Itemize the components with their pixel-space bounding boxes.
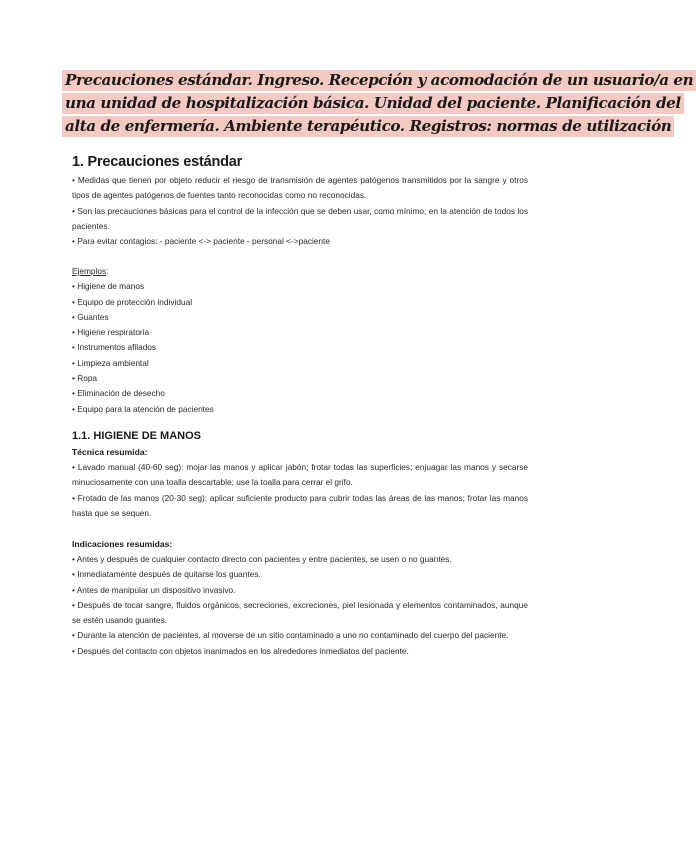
paragraph: • Frotado de las manos (20-30 seg): aplicar suficiente producto para cubrir todas las áreas de las manos; frotar las manos hasta que se sequen. (72, 492, 528, 518)
paragraph: • Son las precauciones básicas para el control de la infección que se deben usar, como mínimo, en la atención de todos los pacientes. (72, 205, 528, 231)
examples-label: Ejemplos: (72, 266, 109, 276)
document-title (62, 70, 694, 139)
section-intro (72, 173, 528, 249)
paragraph: • Después de tocar sangre, fluidos orgánicos, secreciones, excreciones, piel lesionada y elementos contaminados, aunque se estén usando guantes. (72, 599, 528, 626)
section-heading-precauciones: 1. Precauciones estándar (72, 154, 243, 170)
list-item: • Equipo de protección individual (72, 296, 193, 307)
list-item: • Instrumentos afilados (72, 342, 157, 353)
list-item: • Eliminación de desecho (72, 388, 165, 399)
paragraph: • Inmediatamente después de quitarse los guantes. (72, 569, 261, 580)
list-item: • Equipo para la atención de pacientes (72, 403, 214, 414)
title-line: Precauciones estándar. Ingreso. Recepción y acomodación de un usuario/a en (62, 70, 696, 91)
paragraph: • Antes y después de cualquier contacto directo con pacientes y entre pacientes, se usen o no guantes. (72, 554, 452, 564)
paragraph: • Lavado manual (40-60 seg): mojar las manos y aplicar jabón; frotar todas las superficies; enjuagar las manos y secarse minuciosamente con una toalla descartable; use la toalla para cerrar el grifo. (72, 462, 528, 488)
technique-list (72, 460, 528, 521)
paragraph: • Medidas que tienen por objeto reducir el riesgo de transmisión de agentes patógenos transmitidos por la sangre y otros tipos de agentes patógenos de fuentes tanto reconocidas como no reconocidas. (72, 175, 528, 201)
examples-list (72, 264, 528, 417)
list-item: • Guantes (72, 311, 109, 322)
list-item: • Limpieza ambiental (72, 357, 149, 368)
paragraph: • Para evitar contagios: - paciente <-> paciente - personal <->paciente (72, 236, 330, 247)
section-heading-higiene-manos: 1.1. HIGIENE DE MANOS (72, 430, 201, 442)
technique-label: Técnica resumida: (72, 447, 148, 457)
indications-label: Indicaciones resumidas: (72, 539, 173, 549)
list-item: • Ropa (72, 373, 98, 384)
paragraph: • Después del contacto con objetos inanimados en los alrededores inmediatos del paciente. (72, 645, 409, 656)
list-item: • Higiene de manos (72, 281, 145, 292)
list-item: • Higiene respiratoria (72, 327, 150, 338)
indications-list (72, 552, 528, 659)
title-line: una unidad de hospitalización básica. Unidad del paciente. Planificación del (62, 93, 684, 114)
title-line: alta de enfermería. Ambiente terapéutico. Registros: normas de utilización (62, 116, 674, 137)
paragraph: • Durante la atención de pacientes, al moverse de un sitio contaminado a uno no contaminado del cuerpo del paciente. (72, 630, 509, 641)
paragraph: • Antes de manipular un dispositivo invasivo. (72, 584, 236, 595)
